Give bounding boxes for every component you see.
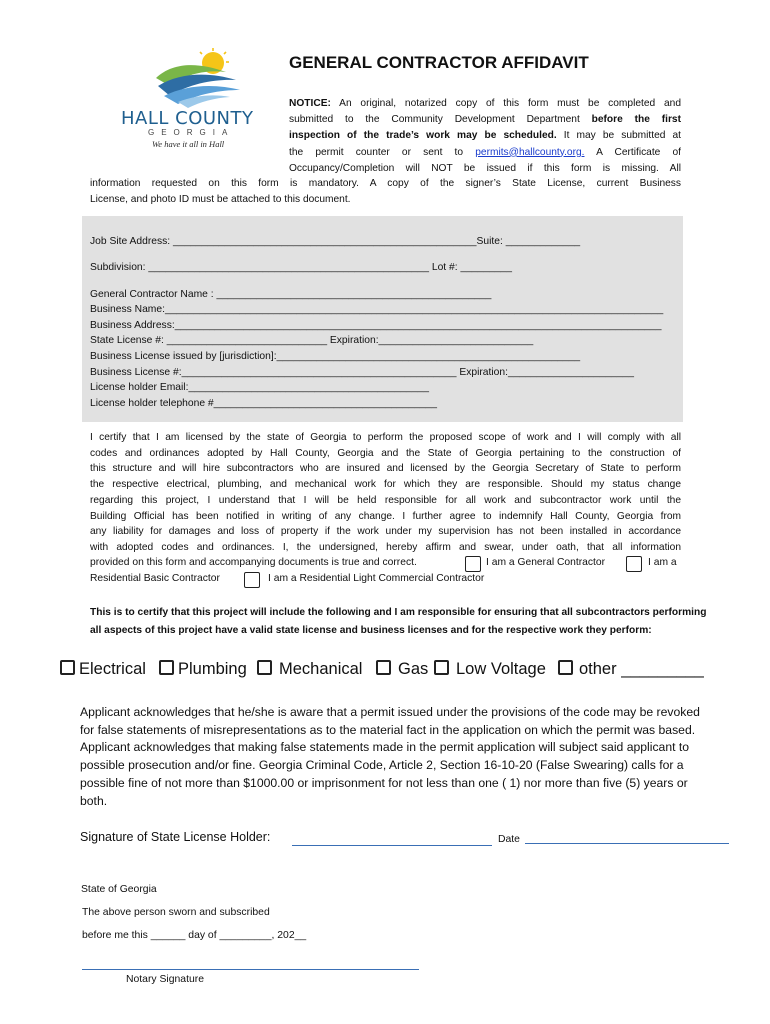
notary-state: State of Georgia [81, 884, 157, 895]
light-commercial-checkbox[interactable] [244, 572, 260, 588]
gas-checkbox[interactable] [376, 660, 391, 675]
business-license-field[interactable]: Business License #:________________________________________________ Expiration:______________________ [90, 367, 634, 378]
notice-line-7: License, and photo ID must be attached to this document. [90, 194, 351, 205]
scope-line-1: This is to certify that this project will include the following and I am responsible for ensuring that all subcontractors performing [90, 607, 707, 618]
plumbing-checkbox[interactable] [159, 660, 174, 675]
business-name-field[interactable]: Business Name:_______________________________________________________________________________________ [90, 304, 664, 315]
page-title: GENERAL CONTRACTOR AFFIDAVIT [289, 53, 589, 72]
permits-email-link[interactable]: permits@hallcounty.org. [475, 146, 585, 158]
notice-line-2: submitted to the Community Development Department before the first [289, 114, 681, 126]
general-contractor-checkbox[interactable] [465, 556, 481, 572]
notice-line-1: NOTICE: An original, notarized copy of this form must be completed and [289, 98, 681, 109]
hall-county-logo [118, 48, 278, 153]
signature-line[interactable] [292, 845, 492, 846]
cert-line: regarding this project, I understand that I will be held responsible for all work and subcontractor work until the [90, 494, 681, 506]
notice-line-3: inspection of the trade’s work may be scheduled. It may be submitted at [289, 130, 681, 142]
cert-line: with adopted codes and ordinances. I, the undersigned, hereby affirm and swear, under oath, that all information [90, 541, 681, 553]
job-site-address-field[interactable]: Job Site Address: _____________________________________________________Suite: _____________ [90, 236, 581, 247]
notary-signature-label: Notary Signature [126, 974, 204, 985]
other-checkbox[interactable] [558, 660, 573, 675]
gas-label: Gas [398, 660, 429, 678]
date-line[interactable] [525, 843, 729, 844]
ack-line: both. [80, 793, 108, 808]
cert-last-line: provided on this form and accompanying documents is true and correct. [90, 557, 417, 568]
notice-line-6: information requested on this form is mandatory. A copy of the signer’s State License, current Business [90, 178, 681, 189]
logo-state-name: GEORGIA [148, 128, 235, 137]
notice-line-4: the permit counter or sent to permits@hallcounty.org. A Certificate of [289, 146, 681, 158]
date-label: Date [498, 834, 520, 845]
holder-phone-field[interactable]: License holder telephone #_______________________________________ [90, 398, 437, 409]
cert-line: Building Official has been notified in writing of any change. I further agree to indemnify Hall County, Georgia from [90, 510, 681, 522]
state-license-field[interactable]: State License #: ____________________________ Expiration:___________________________ [90, 335, 534, 346]
scope-line-2: all aspects of this project have a valid state license and business licenses and for the respective work they perform: [90, 625, 652, 636]
cert-line: codes and ordinances adopted by Hall County, Georgia and the State of Georgia pertaining to the construction of [90, 447, 681, 459]
logo-tagline: We have it all in Hall [152, 139, 225, 149]
cert-line: this structure and will hire subcontractors who are insured and licensed by the Georgia Secretary of State to perform [90, 463, 681, 475]
cert-line: I certify that I am licensed by the state of Georgia to perform the proposed scope of work and I will comply with all [90, 432, 681, 443]
electrical-checkbox[interactable] [60, 660, 75, 675]
notary-before-me[interactable]: before me this ______ day of _________, 202__ [82, 930, 307, 941]
cert-line: the respective electrical, plumbing, and mechanical work for which they are responsible. Should my status change [90, 479, 681, 491]
mechanical-label: Mechanical [279, 660, 363, 678]
light-commercial-label: I am a Residential Light Commercial Contractor [268, 573, 485, 584]
holder-email-field[interactable]: License holder Email:__________________________________________ [90, 382, 429, 393]
ack-line: possible fine of not more than $1000.00 or imprisonment for not less than one ( 1) nor more than five (5) years or [80, 775, 688, 790]
certification-paragraph [90, 430, 681, 556]
notice-line-5: Occupancy/Completion will NOT be issued if this form is missing. All [289, 162, 681, 174]
electrical-label: Electrical [79, 660, 146, 678]
general-contractor-label: I am a General Contractor [486, 557, 606, 568]
other-label[interactable]: other _________ [579, 660, 704, 678]
subdivision-field[interactable]: Subdivision: _________________________________________________ Lot #: _________ [90, 262, 513, 273]
residential-basic-label: Residential Basic Contractor [90, 573, 220, 584]
notice-continued [90, 176, 681, 208]
low-voltage-checkbox[interactable] [434, 660, 449, 675]
ack-line: possible prosecution and/or fine. Georgia Criminal Code, Article 2, Section 16-10-20 (False Swearing) calls for a [80, 758, 684, 773]
scope-statement [90, 604, 735, 640]
notice-block [289, 96, 681, 177]
ack-line: Applicant acknowledges that he/she is aware that a permit issued under the provisions of the code may be revoked [80, 705, 700, 719]
ack-line: for false statements of misrepresentations as to the material fact in the application on which the permit was based. [80, 722, 696, 737]
business-address-field[interactable]: Business Address:_____________________________________________________________________________________ [90, 320, 662, 331]
license-issued-by-field[interactable]: Business License issued by [jurisdiction]:_____________________________________________________ [90, 351, 581, 362]
acknowledgement-paragraph [80, 704, 730, 810]
low-voltage-label: Low Voltage [456, 660, 546, 678]
residential-basic-checkbox[interactable] [626, 556, 642, 572]
mechanical-checkbox[interactable] [257, 660, 272, 675]
notary-sworn: The above person sworn and subscribed [82, 907, 270, 918]
notary-signature-line[interactable] [82, 969, 419, 970]
gc-name-field[interactable]: General Contractor Name : ________________________________________________ [90, 289, 492, 300]
logo-county-name: HALL COUNTY [121, 108, 254, 129]
cert-line: any liability for damages and loss of property if the work under my supervision has not been installed in accordance [90, 526, 681, 538]
i-am-a-label: I am a [648, 557, 677, 568]
notice-label: NOTICE: [289, 98, 331, 109]
plumbing-label: Plumbing [178, 660, 247, 678]
signature-label: Signature of State License Holder: [80, 830, 271, 844]
ack-line: Applicant acknowledges that making false statements made in the permit application will subject said applicant to [80, 740, 690, 755]
